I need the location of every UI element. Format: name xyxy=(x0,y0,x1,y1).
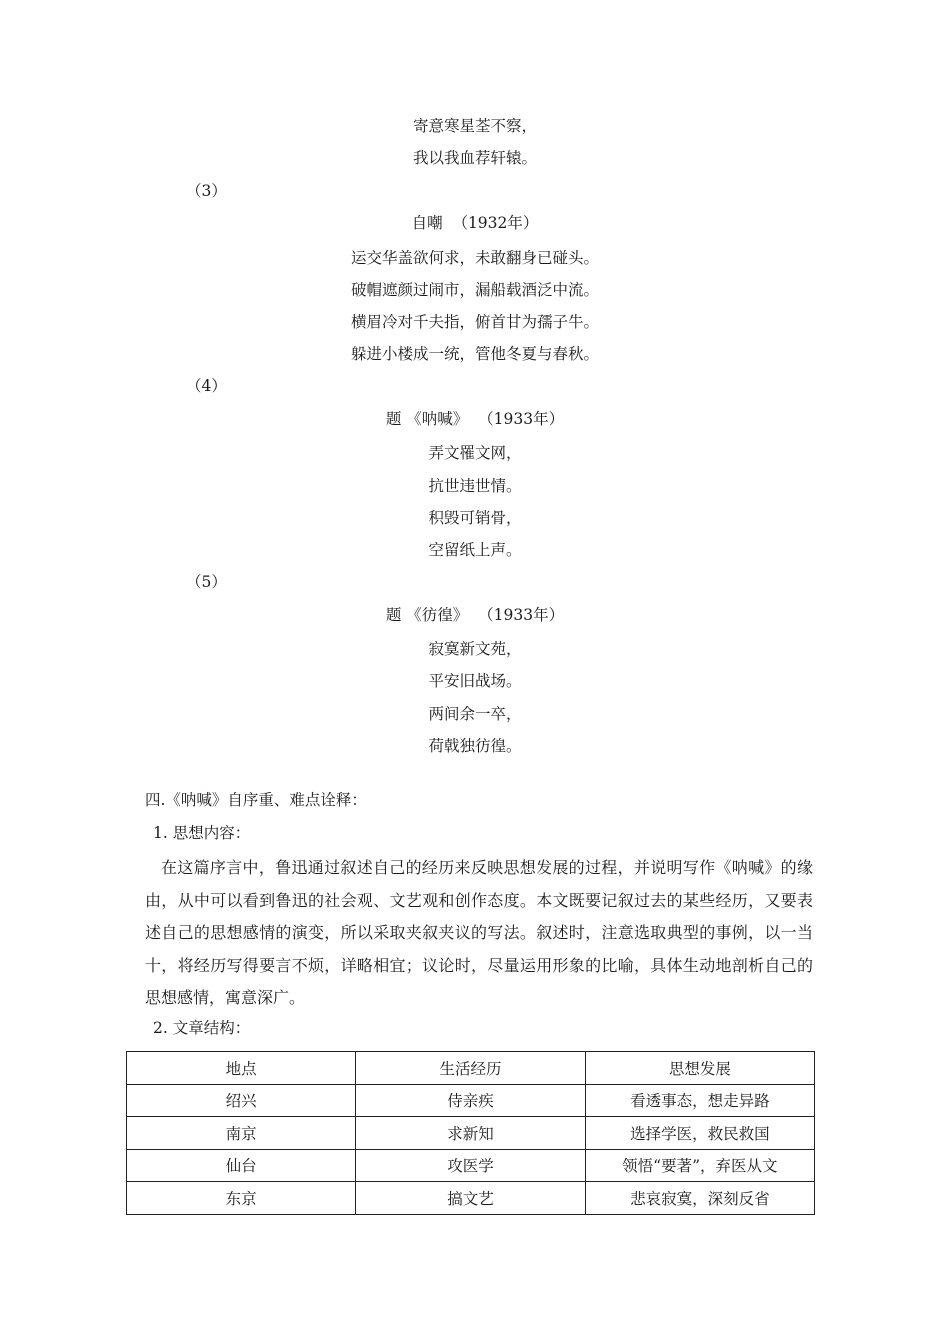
table-cell: 求新知 xyxy=(356,1117,585,1150)
poem-line: 弄文罹文网， xyxy=(428,444,522,462)
subsection-heading: 2. 文章结构： xyxy=(153,1019,251,1037)
subsection-heading: 1. 思想内容： xyxy=(153,824,251,842)
poem-line: 空留纸上声。 xyxy=(428,541,522,559)
table-header-row xyxy=(127,1052,815,1085)
poem-line: 寂寞新文苑， xyxy=(428,640,522,658)
table-cell: 东京 xyxy=(127,1182,356,1215)
table-cell: 绍兴 xyxy=(127,1084,356,1117)
table-row xyxy=(127,1084,815,1117)
body-paragraph: 在这篇序言中，鲁迅通过叙述自己的经历来反映思想发展的过程，并说明写作《呐喊》的缘由，从中可以看到鲁迅的社会观、文艺观和创作态度。本文既要记叙过去的某些经历，又要表述自己的思想感情的演变，所以采取夹叙夹议的写法。叙述时，注意选取典型的事例，以一当十，将经历写得要言不烦，详略相宜；议论时，尽量运用形象的比喻，具体生动地剖析自己的思想感情，寓意深广。 xyxy=(145,858,813,1007)
poem-number-label: （4） xyxy=(186,377,227,395)
poem-number-label: （3） xyxy=(186,182,227,200)
table-cell: 攻医学 xyxy=(356,1149,585,1182)
table-cell: 选择学医，救民救国 xyxy=(585,1117,814,1150)
poem-title: 题 《彷徨》 （1933年） xyxy=(385,606,565,624)
poem-line: 抗世违世情。 xyxy=(428,477,522,495)
poem-title: 自嘲 （1932年） xyxy=(411,214,539,232)
table-cell: 搞文艺 xyxy=(356,1182,585,1215)
poem-line: 运交华盖欲何求，未敢翻身已碰头。 xyxy=(350,249,599,267)
poem-line: 寄意寒星荃不察， xyxy=(412,117,537,135)
table-row xyxy=(127,1117,815,1150)
table-header-cell: 思想发展 xyxy=(585,1052,814,1085)
table-row xyxy=(127,1182,815,1215)
poem-line: 两间余一卒， xyxy=(428,705,522,723)
structure-table xyxy=(126,1051,815,1215)
poem-line: 荷戟独彷徨。 xyxy=(428,737,522,755)
poem-number-label: （5） xyxy=(186,573,227,591)
table-header-cell: 地点 xyxy=(127,1052,356,1085)
table-cell: 看透事态，想走异路 xyxy=(585,1084,814,1117)
table-cell: 南京 xyxy=(127,1117,356,1150)
poem-title: 题 《呐喊》 （1933年） xyxy=(385,410,565,428)
table-cell: 悲哀寂寞，深刻反省 xyxy=(585,1182,814,1215)
table-row xyxy=(127,1149,815,1182)
section-heading: 四.《呐喊》自序重、难点诠释： xyxy=(145,791,367,809)
poem-line: 躲进小楼成一统，管他冬夏与春秋。 xyxy=(350,345,599,363)
poem-line: 我以我血荐轩辕。 xyxy=(412,149,537,167)
poem-line: 积毁可销骨， xyxy=(428,509,522,527)
poem-line: 破帽遮颜过闹市，漏船载酒泛中流。 xyxy=(350,281,599,299)
table-cell: 仙台 xyxy=(127,1149,356,1182)
table-cell: 领悟“要著”，弃医从文 xyxy=(585,1149,814,1182)
table-cell: 侍亲疾 xyxy=(356,1084,585,1117)
poem-line: 横眉冷对千夫指，俯首甘为孺子牛。 xyxy=(350,313,599,331)
table-header-cell: 生活经历 xyxy=(356,1052,585,1085)
poem-line: 平安旧战场。 xyxy=(428,672,522,690)
